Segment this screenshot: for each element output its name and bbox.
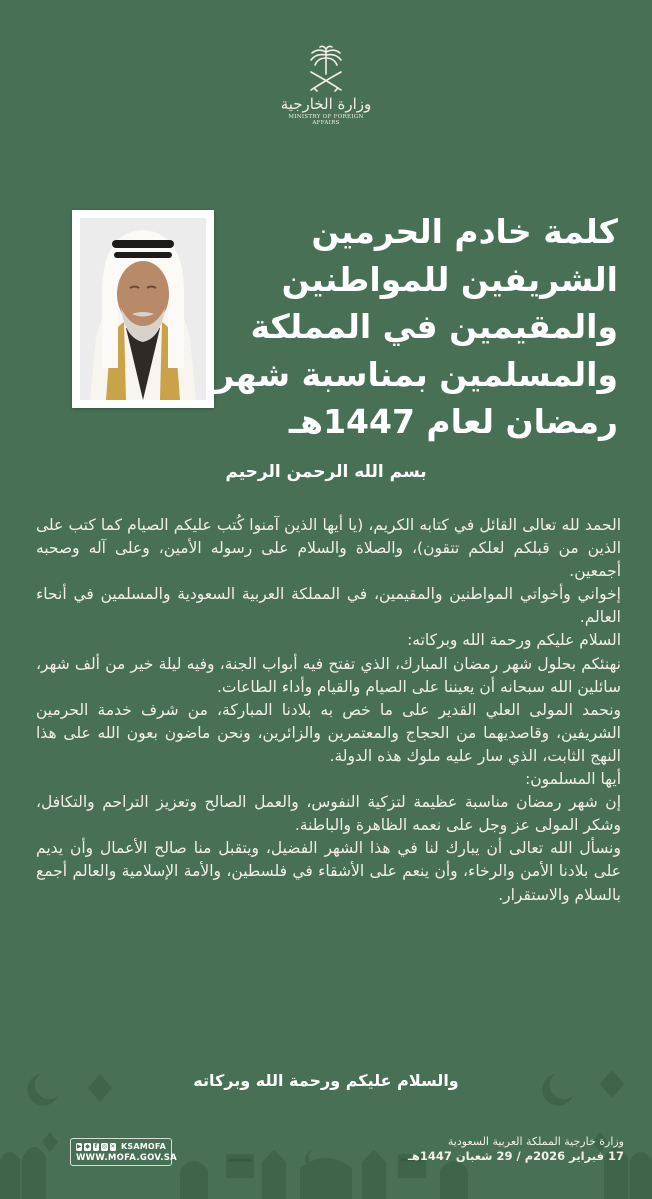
social-links-box — [70, 1138, 178, 1166]
speech-paragraph: ونسأل الله تعالى أن يبارك لنا في هذا الشهر الفضيل، ويتقبل منا صالح الأعمال وأن يديم على بلادنا الأمن والرخاء، وأن ينعم على الأشقاء في فلسطين، والأمة الإسلامية والعالم أجمع بالسلام والاستقرار. — [36, 839, 621, 904]
x-icon[interactable]: ✕ — [110, 1142, 116, 1150]
headline-line: كلمة خادم الحرمين — [311, 212, 618, 251]
headline-line: الشريفين للمواطنين — [281, 259, 618, 299]
speech-paragraph: السلام عليكم ورحمة الله وبركاته: — [407, 631, 621, 650]
facebook-icon[interactable]: f — [94, 1142, 98, 1150]
ministry-logo — [276, 44, 376, 126]
speech-paragraph: إخواني وأخواتي المواطنين والمقيمين، في المملكة العربية السعودية والمسلمين في أنحاء العالم. — [36, 585, 621, 627]
snapchat-icon[interactable]: ◆ — [85, 1142, 90, 1150]
king-portrait — [80, 218, 206, 400]
closing-greeting: والسلام عليكم ورحمة الله وبركاته — [193, 1071, 459, 1090]
headline-line: والمقيمين في المملكة — [250, 307, 618, 346]
social-icons-row — [76, 1141, 166, 1152]
speech-paragraph: أيها المسلمون: — [525, 770, 621, 789]
footer-ministry — [304, 1134, 624, 1164]
speech-paragraph: إن شهر رمضان مناسبة عظيمة لتزكية النفوس، والعمل الصالح وتعزيز التراحم والتكافل، وشكر المولى عز وجل على نعمه الظاهرة والباطنة. — [36, 793, 621, 835]
king-portrait-frame — [72, 210, 214, 408]
ramadan-pattern — [0, 1040, 652, 1199]
footer-ministry-name: وزارة خارجية المملكة العربية السعودية — [447, 1135, 624, 1148]
youtube-icon[interactable]: ▶ — [76, 1142, 82, 1150]
social-handle[interactable]: KSAMOFA — [120, 1142, 167, 1151]
website-link[interactable]: WWW.MOFA.GOV.SA — [76, 1153, 178, 1163]
speech-paragraph: نهنئكم بحلول شهر رمضان المبارك، الذي تفتح فيه أبواب الجنة، وفيه ليلة خير من ألف شهر، سائلين الله سبحانه أن يعيننا على الصيام والقيام وأداء الطاعات. — [36, 654, 621, 696]
headline-line: رمضان لعام 1447هـ — [288, 402, 618, 441]
ministry-name-arabic: وزارة الخارجية — [280, 95, 372, 113]
speech-body — [36, 514, 621, 907]
footer-date: 17 فبراير 2026م / 29 شعبان 1447هـ — [407, 1149, 624, 1163]
speech-headline — [215, 208, 618, 446]
instagram-icon[interactable]: ◎ — [101, 1142, 107, 1150]
ministry-name-english: MINISTRY OF FOREIGN AFFAIRS — [288, 114, 364, 126]
speech-paragraph: ونحمد المولى العلي القدير على ما خص به بلادنا المباركة، من شرف خدمة الحرمين الشريفين، وقاصديهما من الحجاج والمعتمرين والزائرين، ونحن ماضون بعون الله على هذا النهج الثابت، الذي سار عليه ملوك هذه الدولة. — [36, 700, 621, 765]
basmala: بسم الله الرحمن الرحيم — [225, 462, 427, 482]
speech-paragraph: الحمد لله تعالى القائل في كتابه الكريم، (يا أيها الذين آمنوا كُتب عليكم الصيام كما كتب على الذين من قبلكم لعلكم تتقون)، والصلاة والسلام على رسوله الأمين، وعلى آله وصحبه أجمعين. — [36, 516, 621, 581]
palm-swords-emblem-icon — [303, 44, 349, 94]
headline-line: والمسلمين بمناسبة شهر — [215, 354, 618, 394]
